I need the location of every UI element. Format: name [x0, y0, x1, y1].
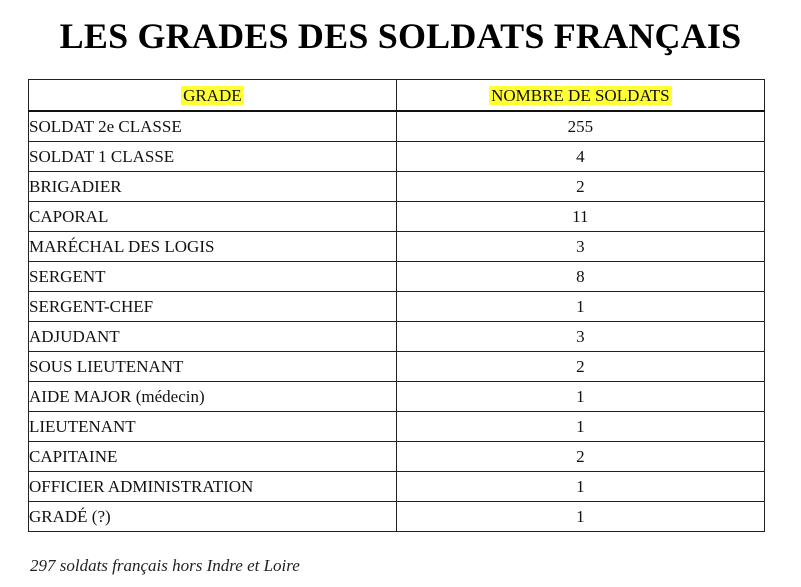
count-cell: 11	[396, 202, 764, 232]
count-cell: 1	[396, 382, 764, 412]
table-row	[29, 111, 765, 142]
grade-cell: SOLDAT 2e CLASSE	[29, 111, 397, 142]
table-row	[29, 472, 765, 502]
header-row	[29, 80, 765, 112]
grade-cell: SOLDAT 1 CLASSE	[29, 142, 397, 172]
table-row	[29, 142, 765, 172]
count-cell: 4	[396, 142, 764, 172]
grade-cell: SOUS LIEUTENANT	[29, 352, 397, 382]
count-cell: 1	[396, 472, 764, 502]
table-row	[29, 292, 765, 322]
table-row	[29, 262, 765, 292]
column-header-count-label: NOMBRE DE SOLDATS	[491, 85, 670, 105]
table-row	[29, 232, 765, 262]
count-cell: 2	[396, 172, 764, 202]
count-cell: 1	[396, 412, 764, 442]
column-header-grade-label: GRADE	[183, 85, 242, 105]
grade-cell: SERGENT	[29, 262, 397, 292]
count-cell: 8	[396, 262, 764, 292]
count-cell: 2	[396, 352, 764, 382]
table-row	[29, 352, 765, 382]
table-row	[29, 172, 765, 202]
count-cell: 1	[396, 292, 764, 322]
table-row	[29, 322, 765, 352]
grade-cell: GRADÉ (?)	[29, 502, 397, 532]
grade-cell: MARÉCHAL DES LOGIS	[29, 232, 397, 262]
grade-cell: BRIGADIER	[29, 172, 397, 202]
grades-table	[28, 79, 765, 532]
table-row	[29, 502, 765, 532]
column-header-grade	[29, 80, 397, 112]
count-cell: 3	[396, 322, 764, 352]
count-cell: 2	[396, 442, 764, 472]
count-cell: 255	[396, 111, 764, 142]
table-header	[29, 80, 765, 112]
grade-cell: LIEUTENANT	[29, 412, 397, 442]
table-row	[29, 382, 765, 412]
table-row	[29, 442, 765, 472]
count-cell: 1	[396, 502, 764, 532]
page-title: LES GRADES DES SOLDATS FRANÇAIS	[59, 16, 742, 56]
grade-cell: OFFICIER ADMINISTRATION	[29, 472, 397, 502]
table-body	[29, 111, 765, 532]
grade-cell: CAPITAINE	[29, 442, 397, 472]
grade-cell: SERGENT-CHEF	[29, 292, 397, 322]
column-header-count	[396, 80, 764, 112]
count-cell: 3	[396, 232, 764, 262]
grade-cell: ADJUDANT	[29, 322, 397, 352]
table-row	[29, 202, 765, 232]
grade-cell: CAPORAL	[29, 202, 397, 232]
footnote: 297 soldats français hors Indre et Loire	[30, 556, 300, 575]
table-row	[29, 412, 765, 442]
grade-cell: AIDE MAJOR (médecin)	[29, 382, 397, 412]
